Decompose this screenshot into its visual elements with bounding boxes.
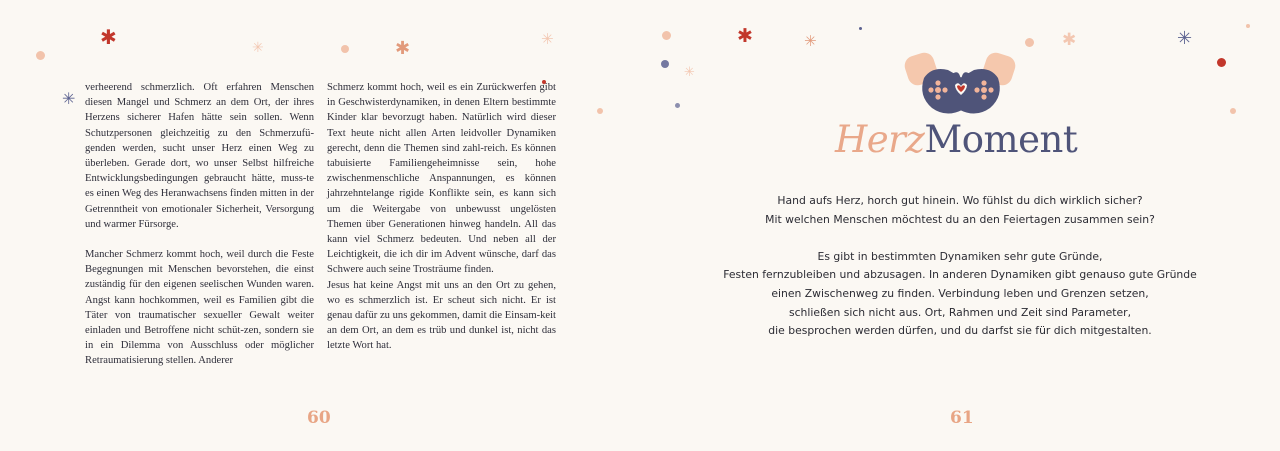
decor-dot: [1217, 58, 1226, 67]
snowflake-icon: ✳: [252, 40, 264, 56]
decor-dot: [597, 108, 603, 114]
decor-dot: [859, 27, 862, 30]
snowflake-icon: ✱: [100, 25, 117, 49]
paragraph: Mancher Schmerz kommt hoch, weil durch die Feste Begegnungen mit Menschen bevorstehen, die einst zuständig für den eigenen seelischen Wunden waren. Angst kann hochkommen, weil es Familien gibt die Täter von traumatischer sexueller Gewalt weiter einladen und Betroffene nicht schüt-zen, sondern sie in ein Dilemma von Ausschluss oder möglicher Retraumatisierung stellen. Anderer: [85, 249, 314, 367]
decor-dot: [1246, 24, 1250, 28]
right-page: [640, 0, 1280, 451]
paragraph: Schmerz kommt hoch, weil es ein Zurückwerfen gibt in Geschwisterdynamiken, in denen Eltern bestimmte Kinder klar bevorzugt haben. Natürlich wird dieser Text heute nicht allen Arten leidvoller Dynamiken gerecht, denn die Themen sind zahl-reich. Es können tabuisierte Familiengeheimnisse sein, hohe zwischenmenschliche Anspannungen, es können jahrzehntelange rigide Konflikte sein, es kann sich um die Weitergabe von unbewusst ungelösten Themen über Generationen hinweg handeln. All das kann viel Schmerz bedeuten. Und neben all der Leichtigkeit, die ich dir im Advent wünsche, darf das Schwere auch seine Trosträume finden.: [327, 82, 556, 276]
snowflake-icon: ✳: [804, 32, 817, 50]
text-column-2: [327, 80, 556, 354]
text-line: die besprochen werden dürfen, und du darfst sie für dich mitgestalten.: [768, 324, 1152, 338]
text-column-1: [85, 80, 314, 369]
text-line: einen Zwischenweg zu finden. Verbindung leben und Grenzen setzen,: [771, 286, 1149, 300]
snowflake-icon: ✳: [1177, 28, 1193, 49]
snowflake-icon: ✱: [1062, 30, 1077, 50]
page-title: [835, 118, 1077, 161]
text-line: Hand aufs Herz, horch gut hinein. Wo fühlst du dich wirklich sicher?: [777, 194, 1143, 207]
text-line: Mit welchen Menschen möchtest du an den Feiertagen zusammen sein?: [765, 212, 1155, 226]
decor-dot: [1230, 108, 1236, 114]
page-number: 60: [307, 408, 331, 428]
decor-dot: [1025, 38, 1034, 47]
snowflake-icon: ✳: [684, 65, 695, 80]
paragraph: [700, 192, 1220, 229]
text-line: schließen sich nicht aus. Ort, Rahmen und Zeit sind Parameter,: [788, 305, 1132, 319]
page-number: 61: [950, 408, 974, 428]
snowflake-icon: ✱: [737, 25, 753, 47]
snowflake-icon: ✳: [541, 30, 554, 48]
paragraph: [700, 248, 1220, 341]
decor-dot: [662, 31, 671, 40]
decor-dot: [341, 45, 349, 53]
snowflake-icon: ✳: [62, 89, 76, 108]
snowflake-icon: ✱: [395, 38, 411, 59]
decor-dot: [661, 60, 669, 68]
paragraph: Jesus hat keine Angst mit uns an den Ort zu gehen, wo es schmerzlich ist. Er scheut sich nicht. Er ist genau dafür zu uns gekommen, damit die Einsam-keit an dem Ort, an dem es trüb und dunkel ist, nicht das letzte Wort hat.: [327, 279, 556, 352]
title-part-moment: Moment: [924, 118, 1078, 161]
body-text: [700, 192, 1220, 341]
title-part-herz: Herz: [835, 118, 925, 161]
paragraph: verheerend schmerzlich. Oft erfahren Menschen diesen Mangel und Schmerz an dem Ort, der ihres Herzens sicherer Hafen hätte sein sollen. Wenn Schutzpersonen gleichzeitig zu den Schmerzufü-genden werden, sucht unser Herz einen Weg zu überleben. Gerade dort, wo unser Selbst hilfreiche Entwicklungsbedingungen gebraucht hätte, muss-te es einen Weg des Heranwachsens finden mitten in der Getrenntheit von emotionaler Sicherheit, Versorgung und warmer Fürsorge.: [85, 82, 314, 230]
decor-dot: [675, 103, 680, 108]
mittens-heart-icon: [902, 48, 1020, 120]
decor-dot: [36, 51, 45, 60]
text-line: Festen fernzubleiben und abzusagen. In anderen Dynamiken gibt genauso gute Gründe: [723, 268, 1197, 282]
text-line: Es gibt in bestimmten Dynamiken sehr gute Gründe,: [817, 249, 1103, 263]
